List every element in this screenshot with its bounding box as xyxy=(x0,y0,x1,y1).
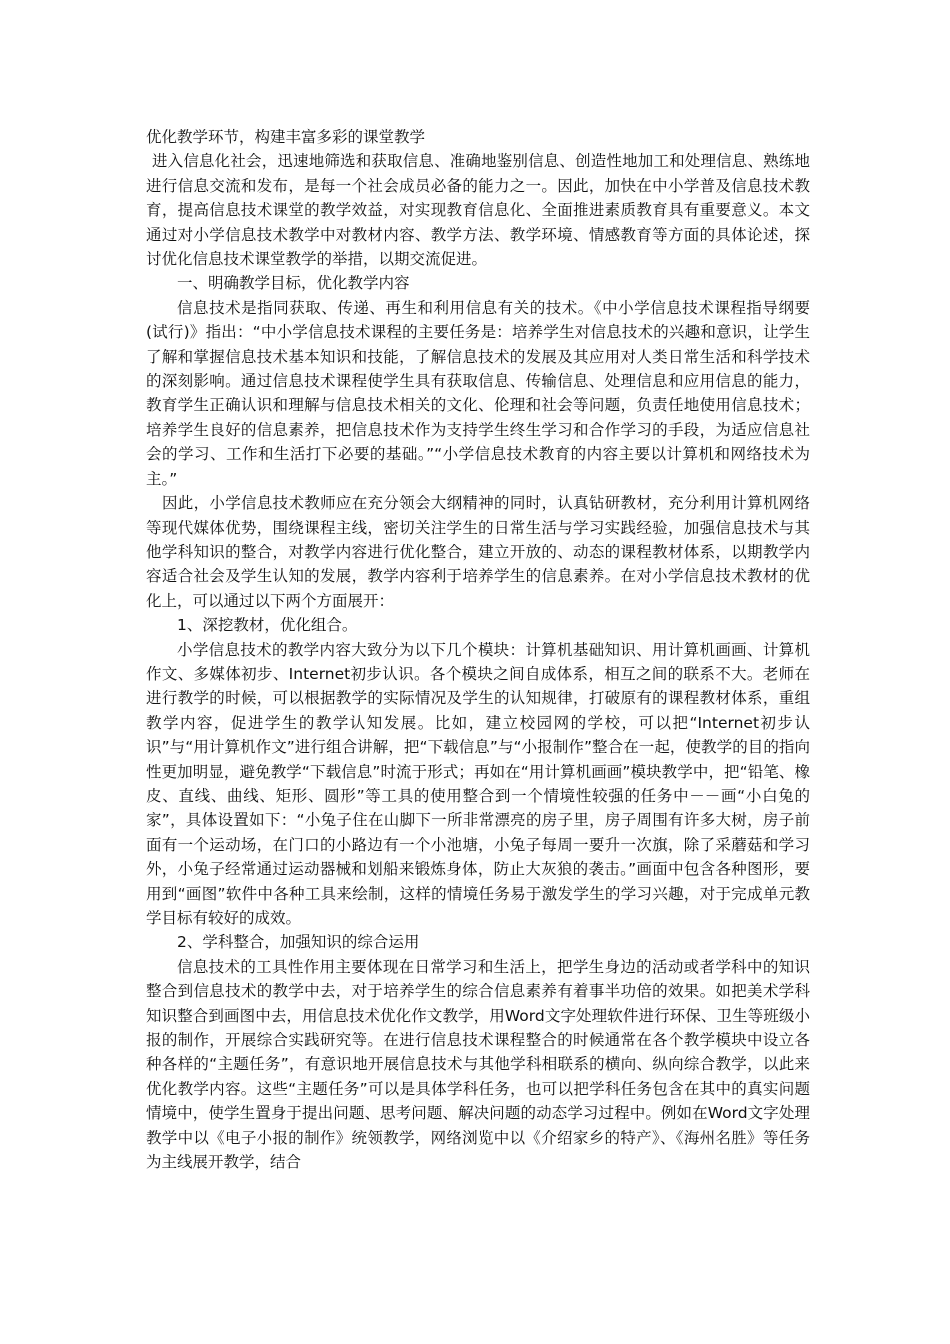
subsection-heading-1: 1、深挖教材，优化组合。 xyxy=(177,616,358,635)
subsection-heading-2: 2、学科整合，加强知识的综合运用 xyxy=(177,933,420,952)
intro-paragraph: 进入信息化社会，迅速地筛选和获取信息、准确地鉴别信息、创造性地加工和处理信息、熟练地进行信息交流和发布，是每一个社会成员必备的能力之一。因此，加快在中小学普及信息技术教育，提高信息技术课堂的教学效益，对实现教育信息化、全面推进素质教育具有重要意义。本文通过对小学信息技术教学中对教材内容、教学方法、教学环境、情感教育等方面的具体论述，探讨优化信息技术课堂教学的举措，以期交流促进。 xyxy=(146,152,810,269)
section-heading-1: 一、明确教学目标，优化教学内容 xyxy=(177,274,410,293)
document-title: 优化教学环节，构建丰富多彩的课堂教学 xyxy=(146,128,426,146)
paragraph-4: 信息技术的工具性作用主要体现在日常学习和生活上，把学生身边的活动或者学科中的知识整合到信息技术的教学中去，对于培养学生的综合信息素养有着事半功倍的效果。如把美术学科知识整合到画图中去，用信息技术优化作文教学，用Word文字处理软件进行环保、卫生等班级小报的制作，开展综合实践研究等。在进行信息技术课程整合的时候通常在各个教学模块中设立各种各样的“主题任务”，有意识地开展信息技术与其他学科相联系的横向、纵向综合教学，以此来优化教学内容。这些“主题任务”可以是具体学科任务，也可以把学科任务包含在其中的真实问题情境中，使学生置身于提出问题、思考问题、解决问题的动态学习过程中。例如在Word文字处理教学中以《电子小报的制作》统领教学，网络浏览中以《介绍家乡的特产》、《海州名胜》等任务为主线展开教学，结合 xyxy=(146,957,810,1172)
paragraph-1: 信息技术是指同获取、传递、再生和利用信息有关的技术。《中小学信息技术课程指导纲要(试行)》指出：“中小学信息技术课程的主要任务是：培养学生对信息技术的兴趣和意识，让学生了解和掌握信息技术基本知识和技能，了解信息技术的发展及其应用对人类日常生活和科学技术的深刻影响。通过信息技术课程使学生具有获取信息、传输信息、处理信息和应用信息的能力，教育学生正确认识和理解与信息技术相关的文化、伦理和社会等问题，负责任地使用信息技术；培养学生良好的信息素养，把信息技术作为支持学生终生学习和合作学习的手段，为适应信息社会的学习、工作和生活打下必要的基础。”“小学信息技术教育的内容主要以计算机和网络技术为主。” xyxy=(146,298,810,488)
document-page xyxy=(146,125,810,1174)
paragraph-2: 因此，小学信息技术教师应在充分领会大纲精神的同时，认真钻研教材，充分利用计算机网络等现代媒体优势，围绕课程主线，密切关注学生的日常生活与学习实践经验，加强信息技术与其他学科知识的整合，对教学内容进行优化整合，建立开放的、动态的课程教材体系，以期教学内容适合社会及学生认知的发展，教学内容利于培养学生的信息素养。在对小学信息技术教材的优化上，可以通过以下两个方面展开： xyxy=(146,494,810,610)
paragraph-3: 小学信息技术的教学内容大致分为以下几个模块：计算机基础知识、用计算机画画、计算机作文、多媒体初步、Internet初步认识。各个模块之间自成体系，相互之间的联系不大。老师在进行教学的时候，可以根据教学的实际情况及学生的认知规律，打破原有的课程教材体系，重组教学内容，促进学生的教学认知发展。比如，建立校园网的学校，可以把“Internet初步认识”与“用计算机作文”进行组合讲解，把“下载信息”与“小报制作”整合在一起，使教学的目的指向性更加明显，避免教学“下载信息”时流于形式；再如在“用计算机画画”模块教学中，把“铅笔、橡皮、直线、曲线、矩形、圆形”等工具的使用整合到一个情境性较强的任务中－－画“小白兔的家”，具体设置如下：“小兔子住在山脚下一所非常漂亮的房子里，房子周围有许多大树，房子前面有一个运动场，在门口的小路边有一个小池塘，小兔子每周一要升一次旗，除了采蘑菇和学习外，小兔子经常通过运动器械和划船来锻炼身体，防止大灰狼的袭击。”画面中包含各种图形，要用到“画图”软件中各种工具来绘制，这样的情境任务易于激发学生的学习兴趣，对于完成单元教学目标有较好的成效。 xyxy=(146,640,810,927)
